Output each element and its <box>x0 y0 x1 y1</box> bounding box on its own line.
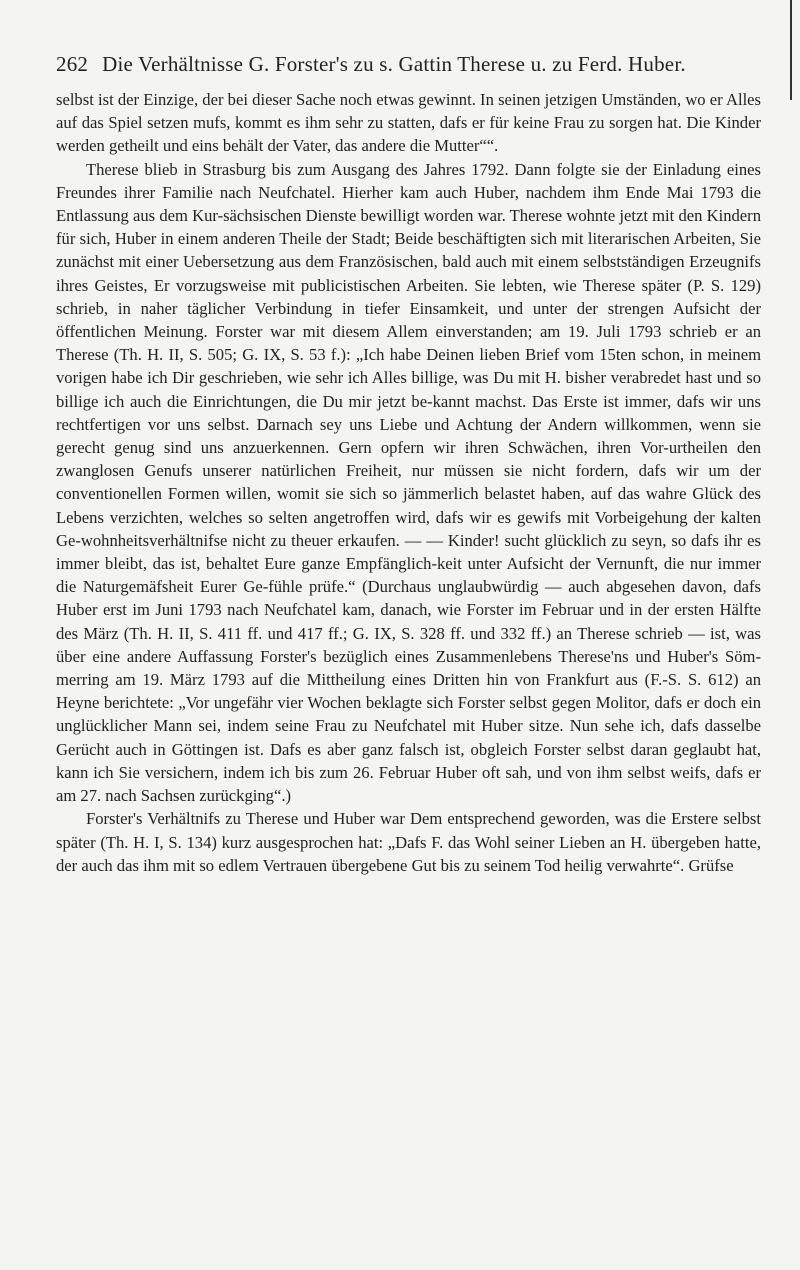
paragraph: Forster's Verhältnifs zu Therese und Huber war Dem entsprechend geworden, was die Erstere selbst später (Th. H. I, S. 134) kurz ausgesprochen hat: „Dafs F. das Wohl seiner Lieben an H. übergeben hatte, der auch das ihm mit so edlem Vertrauen übergebene Gut bis zu seinem Tod heilig verwahrte“. Grüfse <box>56 809 761 875</box>
running-header <box>56 52 756 77</box>
running-title: Die Verhältnisse G. Forster's zu s. Gattin Therese u. zu Ferd. Huber. <box>102 52 686 76</box>
paragraph: selbst ist der Einzige, der bei dieser Sache noch etwas gewinnt. In seinen jetzigen Umständen, wo er Alles auf das Spiel setzen mufs, kommt es ihm sehr zu statten, dafs er für keine Frau zu sorgen hat. Die Kinder werden getheilt und eins behält der Vater, das andere die Mutter““. <box>56 90 761 156</box>
page-edge <box>790 0 792 100</box>
page-number: 262 <box>56 52 89 76</box>
paragraph: Therese blieb in Strasburg bis zum Ausgang des Jahres 1792. Dann folgte sie der Einladung eines Freundes ihrer Familie nach Neufchatel. Hierher kam auch Huber, nachdem ihm Ende Mai 1793 die Entlassung aus dem Kur-sächsischen Dienste bewilligt worden war. Therese wohnte jetzt mit den Kindern für sich, Huber in einem anderen Theile der Stadt; Beide beschäftigten sich mit literarischen Arbeiten, Sie zunächst mit einer Uebersetzung aus dem Französischen, bald auch mit einem selbstständigen Erzeugnifs ihres Geistes, Er vorzugsweise mit publicistischen Arbeiten. Sie lebten, wie Therese später (P. S. 129) schrieb, in naher täglicher Verbindung in tiefer Einsamkeit, und unter der strengen Aufsicht der öffentlichen Meinung. Forster war mit diesem Allem einverstanden; am 19. Juli 1793 schrieb er an Therese (Th. H. II, S. 505; G. IX, S. 53 f.): „Ich habe Deinen lieben Brief vom 15ten schon, in meinem vorigen habe ich Dir geschrieben, wie sehr ich Alles billige, was Du mit H. bisher verabredet hast und so billige ich auch die Einrichtungen, die Du mir jetzt be-kannt machst. Das Erste ist immer, dafs wir uns rechtfertigen vor uns selbst. Darnach sey uns Liebe und Achtung der Andern willkommen, wenn sie gerecht genug sind uns anzuerkennen. Gern opfern wir ihren Schwächen, ihren Vor-urtheilen den zwanglosen Genufs unserer natürlichen Freiheit, nur müssen sie nicht fordern, dafs wir um der conventionellen Formen willen, womit sie sich so jämmerlich belastet haben, auf das wahre Glück des Lebens verzichten, welches so selten angetroffen wird, dafs wir es gewifs mit Vorbeigehung der kalten Ge-wohnheitsverhältnifse nicht zu theuer erkaufen. — — Kinder! sucht glücklich zu seyn, so dafs ihr es immer bleibt, das ist, behaltet Eure ganze Empfänglich-keit unter Aufsicht der Vernunft, die nur immer die Naturgemäfsheit Eurer Ge-fühle prüfe.“ (Durchaus unglaubwürdig — auch abgesehen davon, dafs Huber erst im Juni 1793 nach Neufchatel kam, danach, wie Forster im Februar und in der ersten Hälfte des März (Th. H. II, S. 411 ff. und 417 ff.; G. IX, S. 328 ff. und 332 ff.) an Therese schrieb — ist, was über eine andere Auffassung Forster's bezüglich eines Zusammenlebens Therese'ns und Huber's Söm-merring am 19. März 1793 auf die Mittheilung eines Dritten hin von Frankfurt aus (F.-S. S. 612) an Heyne berichtete: „Vor ungefähr vier Wochen beklagte sich Forster selbst gegen Molitor, dafs er doch ein unglücklicher Mann sei, indem seine Frau zu Neufchatel mit Huber sitze. Nun sehe ich, dafs dasselbe Gerücht auch in Göttingen ist. Dafs es aber ganz falsch ist, obgleich Forster selbst daran geglaubt hat, kann ich Sie versichern, indem ich bis zum 26. Februar Huber oft sah, und von ihm selbst weifs, dafs er am 27. nach Sachsen zurückging“.) <box>56 159 761 806</box>
page-body <box>56 88 761 877</box>
